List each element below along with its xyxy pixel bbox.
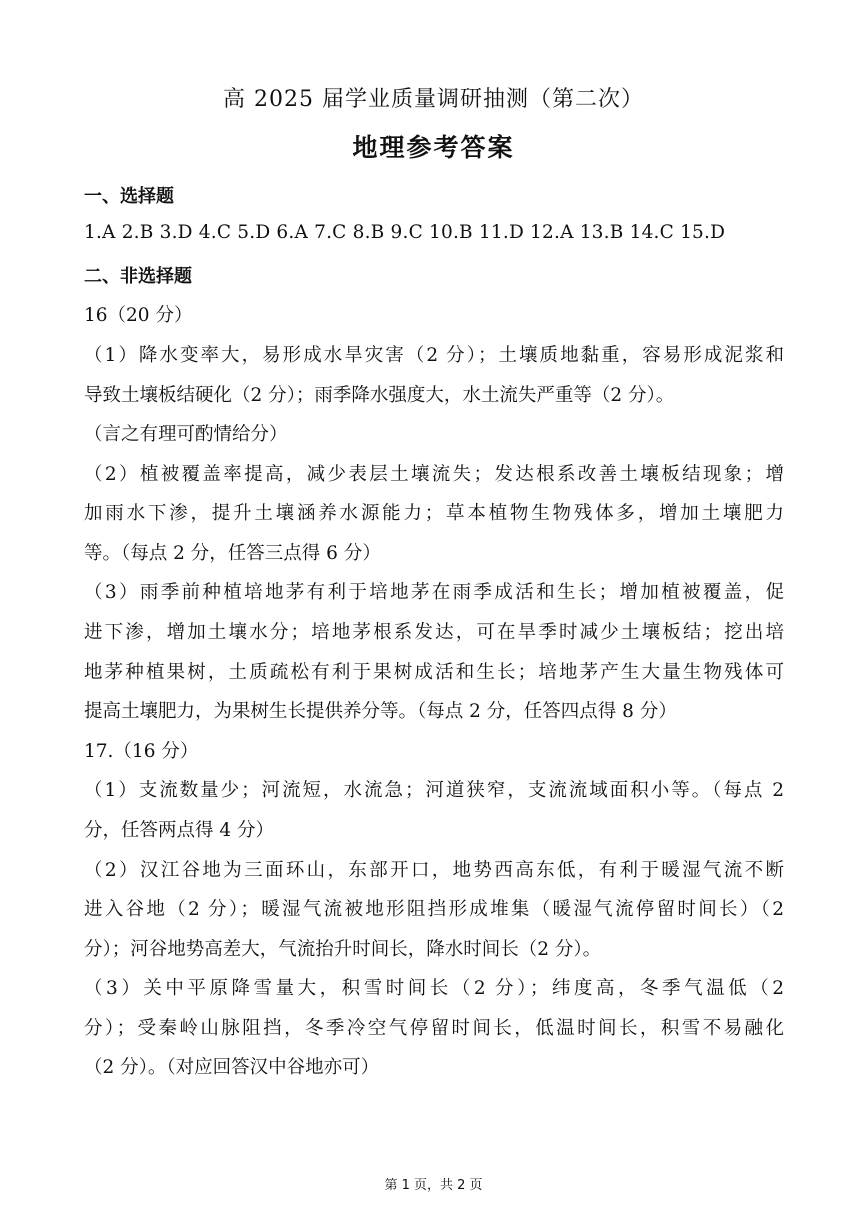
page-footer: 第 1 页，共 2 页 xyxy=(384,1178,483,1193)
answer-line: （2 分）。（对应回答汉中谷地亦可） xyxy=(84,1057,380,1078)
question-17-header: 17.（16 分） xyxy=(84,741,199,762)
answer-line: （3）关中平原降雪量大，积雪时间长（2 分）；纬度高，冬季气温低（2 xyxy=(84,978,784,999)
answer-line: 分）；受秦岭山脉阻挡，冬季冷空气停留时间长，低温时间长，积雪不易融化 xyxy=(84,1018,784,1039)
answer-line: （言之有理可酌情给分） xyxy=(84,424,288,445)
question-16-header: 16（20 分） xyxy=(84,305,193,326)
answer-line: 加雨水下渗，提升土壤涵养水源能力；草本植物生物残体多，增加土壤肥力 xyxy=(84,503,784,524)
answer-line: （2）汉江谷地为三面环山，东部开口，地势西高东低，有利于暖湿气流不断 xyxy=(84,860,784,881)
section-heading-nonchoice: 二、非选择题 xyxy=(84,266,192,287)
answer-line: 地茅种植果树，土质疏松有利于果树成活和生长；培地茅产生大量生物残体可 xyxy=(84,662,784,683)
answer-line: （1）降水变率大，易形成水旱灾害（2 分）；土壤质地黏重，容易形成泥浆和 xyxy=(84,345,784,366)
page-title: 高 2025 届学业质量调研抽测（第二次） xyxy=(223,87,644,112)
answer-line: 进入谷地（2 分）；暖湿气流被地形阻挡形成堆集（暖湿气流停留时间长）（2 xyxy=(84,899,784,920)
answer-line: （1）支流数量少；河流短，水流急；河道狭窄，支流流域面积小等。（每点 2 xyxy=(84,780,784,801)
answer-line: 分）；河谷地势高差大，气流抬升时间长，降水时间长（2 分）。 xyxy=(84,939,602,960)
answer-line: 提高土壤肥力，为果树生长提供养分等。（每点 2 分，任答四点得 8 分） xyxy=(84,701,677,722)
section-heading-choice: 一、选择题 xyxy=(84,186,174,207)
answer-line: 分，任答两点得 4 分） xyxy=(84,820,275,841)
answer-line: 导致土壤板结硬化（2 分）；雨季降水强度大，水土流失严重等（2 分）。 xyxy=(84,385,675,406)
choice-answers: 1.A 2.B 3.D 4.C 5.D 6.A 7.C 8.B 9.C 10.B 11.D 12.A 13.B 14.C 15.D xyxy=(84,222,726,243)
answer-line: （2）植被覆盖率提高，减少表层土壤流失；发达根系改善土壤板结现象；增 xyxy=(84,464,784,485)
answer-line: 进下渗，增加土壤水分；培地茅根系发达，可在旱季时减少土壤板结；挖出培 xyxy=(84,622,784,643)
answer-line: （3）雨季前种植培地茅有利于培地茅在雨季成活和生长；增加植被覆盖，促 xyxy=(84,582,784,603)
answer-line: 等。（每点 2 分，任答三点得 6 分） xyxy=(84,543,381,564)
page-subtitle: 地理参考答案 xyxy=(352,133,515,162)
